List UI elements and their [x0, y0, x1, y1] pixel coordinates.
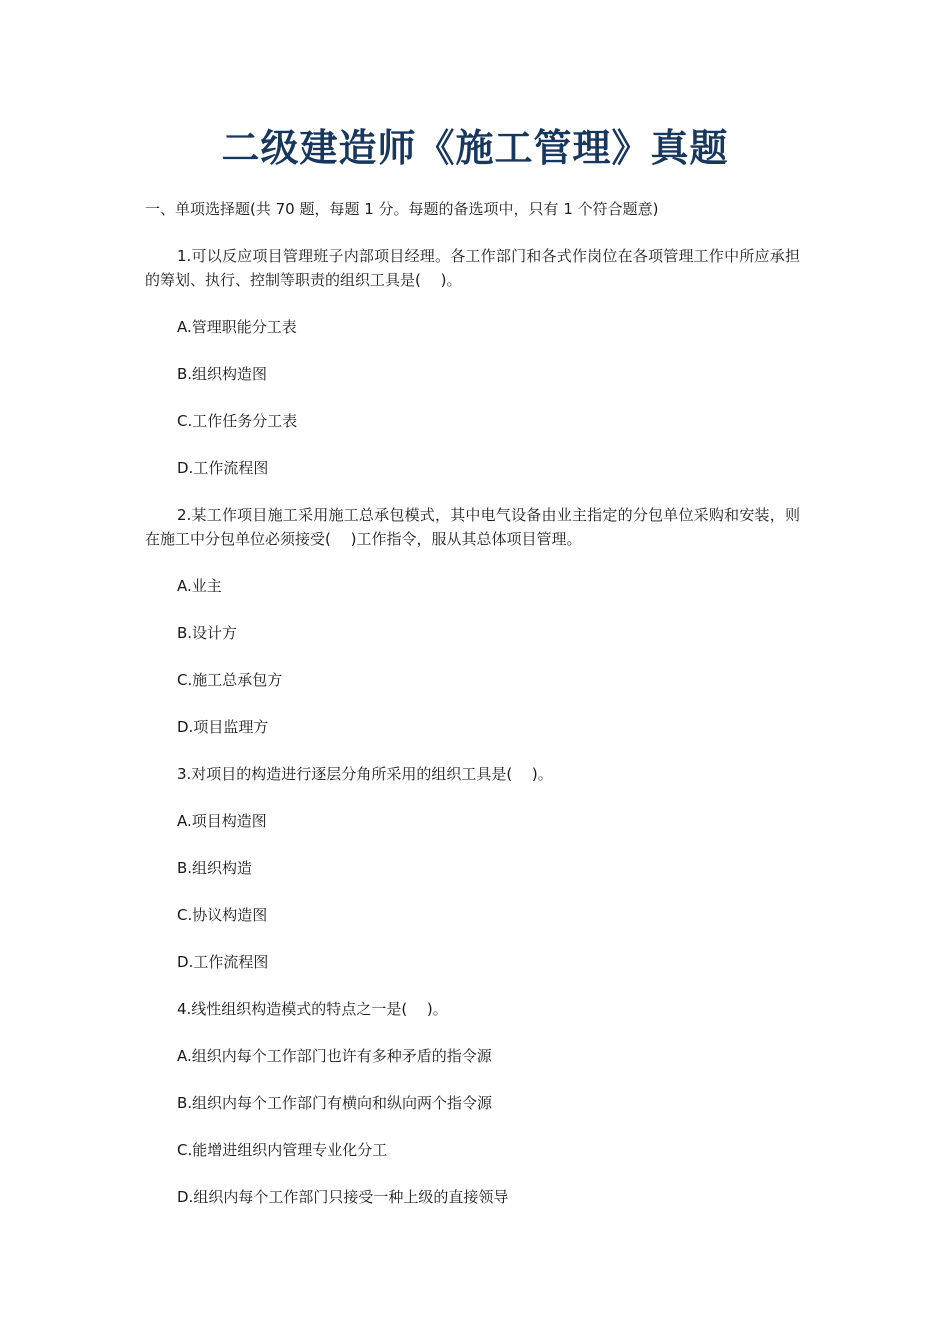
question-stem: 4.线性组织构造模式的特点之一是( )。 [177, 1000, 448, 1018]
option-a: A.管理职能分工表 [177, 318, 297, 336]
option-b: B.组织内每个工作部门有横向和纵向两个指令源 [177, 1094, 493, 1112]
document-title: 二级建造师《施工管理》真题 [221, 126, 729, 170]
question-stem: 2.某工作项目施工采用施工总承包模式，其中电气设备由业主指定的分包单位采购和安装，则在施工中分包单位必须接受( )工作指令，服从其总体项目管理。 [145, 506, 800, 548]
question-stem: 1.可以反应项目管理班子内部项目经理。各工作部门和各式作岗位在各项管理工作中所应承担的筹划、执行、控制等职责的组织工具是( )。 [145, 247, 800, 289]
option-a: A.组织内每个工作部门也许有多种矛盾的指令源 [177, 1047, 492, 1065]
option-c: C.施工总承包方 [177, 671, 283, 689]
option-a: A.项目构造图 [177, 812, 267, 830]
section-heading: 一、单项选择题(共 70 题，每题 1 分。每题的备选项中，只有 1 个符合题意) [145, 200, 659, 218]
option-b: B.组织构造 [177, 859, 253, 877]
question-list [145, 244, 800, 1232]
question-1 [145, 244, 800, 480]
option-a: A.业主 [177, 577, 222, 595]
question-2 [145, 503, 800, 739]
option-b: B.设计方 [177, 624, 238, 642]
option-b: B.组织构造图 [177, 365, 268, 383]
option-d: D.组织内每个工作部门只接受一种上级的直接领导 [177, 1188, 509, 1206]
option-d: D.工作流程图 [177, 953, 269, 971]
question-4 [145, 997, 800, 1209]
question-stem: 3.对项目的构造进行逐层分角所采用的组织工具是( )。 [177, 765, 553, 783]
option-c: C.能增进组织内管理专业化分工 [177, 1141, 388, 1159]
question-3 [145, 762, 800, 974]
option-d: D.工作流程图 [177, 459, 269, 477]
option-c: C.工作任务分工表 [177, 412, 298, 430]
option-c: C.协议构造图 [177, 906, 268, 924]
option-d: D.项目监理方 [177, 718, 269, 736]
